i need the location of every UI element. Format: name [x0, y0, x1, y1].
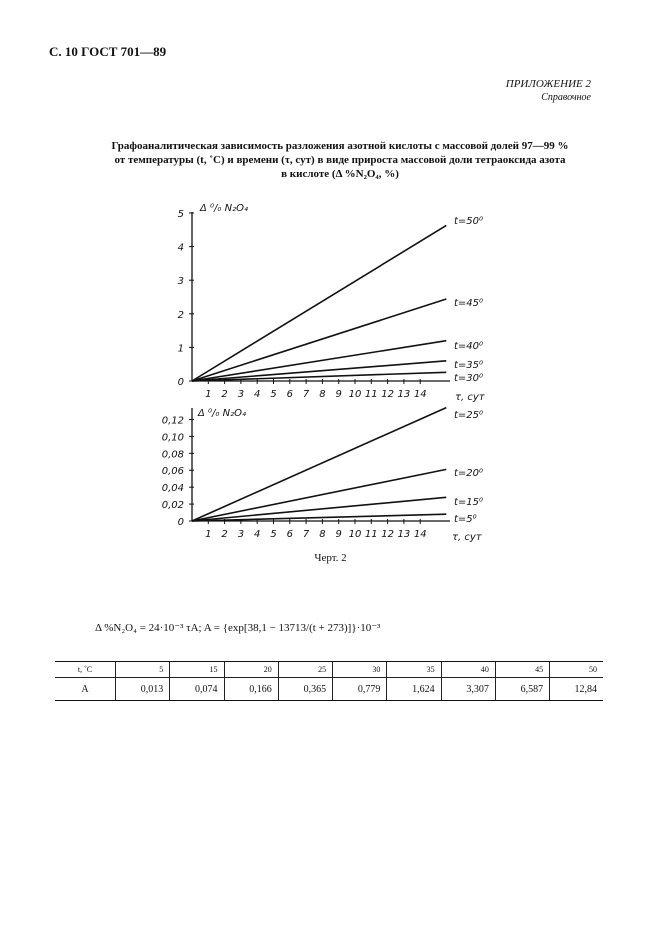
y-axis-label: Δ ⁰/₀ N₂O₄: [200, 203, 248, 214]
y-tick-label: 0,12: [161, 415, 184, 427]
table-value-cell: 12,84: [550, 678, 603, 701]
title-line-2: от температуры (t, ˚С) и времени (τ, сут) в виде прироста массовой доли тетраоксида азота: [114, 154, 566, 166]
y-tick-label: 3: [177, 276, 184, 288]
y-tick-label: 4: [177, 242, 184, 254]
x-tick-label: 3: [237, 529, 245, 540]
table-temp-cell: 15: [170, 662, 224, 678]
series-line: [192, 469, 446, 521]
table-temp-cell: 40: [441, 662, 495, 678]
series-label: t=40⁰: [454, 341, 484, 352]
y-tick-label: 2: [177, 309, 184, 321]
x-tick-label: 13: [397, 529, 411, 540]
y-tick-label: 0: [177, 517, 184, 528]
table-value-cell: 0,779: [333, 678, 387, 701]
figure-caption: Черт. 2: [314, 552, 347, 564]
table-temp-cell: 20: [224, 662, 278, 678]
y-tick-label: 5: [177, 209, 184, 220]
x-tick-label: 14: [413, 529, 427, 540]
x-tick-label: 3: [237, 389, 245, 400]
x-tick-label: 2: [221, 529, 228, 540]
table-value-row: [55, 678, 603, 701]
table-value-cell: 3,307: [441, 678, 495, 701]
title-line-1: Графоаналитическая зависимость разложения азотной кислоты с массовой долей 97—99 %: [111, 140, 569, 152]
x-tick-label: 10: [348, 389, 362, 400]
x-tick-label: 1: [205, 529, 212, 540]
title-line-3: в кислоте (Δ %N₂O₄, %): [281, 168, 399, 180]
y-tick-label: 1: [177, 343, 184, 355]
x-tick-label: 8: [319, 529, 326, 540]
page-header: С. 10 ГОСТ 701—89: [49, 44, 167, 59]
x-axis-label: τ, сут: [452, 532, 482, 543]
table-row-label: A: [55, 678, 116, 701]
table-value-cell: 1,624: [387, 678, 441, 701]
y-tick-label: 0: [177, 377, 184, 388]
x-axis-label: τ, сут: [455, 392, 485, 403]
coefficient-table: [55, 661, 603, 701]
formula: Δ %N₂O₄ = 24·10⁻³ τA; A = {exp[38,1 − 13713/(t + 273)]}·10⁻³: [95, 622, 381, 634]
series-label: t=25⁰: [454, 410, 484, 421]
series-label: t=5⁰: [454, 514, 477, 525]
x-tick-label: 5: [270, 389, 277, 400]
table-temp-cell: 25: [278, 662, 332, 678]
series-label: t=50⁰: [454, 216, 484, 227]
table-value-cell: 0,166: [224, 678, 278, 701]
series-label: t=15⁰: [454, 497, 484, 508]
table-temp-cell: 30: [333, 662, 387, 678]
x-tick-label: 6: [286, 529, 293, 540]
x-tick-label: 14: [413, 389, 427, 400]
series-line: [192, 372, 446, 381]
x-tick-label: 7: [302, 529, 310, 540]
table-value-cell: 0,013: [116, 678, 170, 701]
y-tick-label: 0,06: [161, 466, 184, 478]
x-tick-label: 4: [254, 389, 261, 400]
x-tick-label: 7: [302, 389, 310, 400]
series-label: t=35⁰: [454, 360, 484, 371]
y-tick-label: 0,02: [161, 500, 184, 512]
appendix-title: ПРИЛОЖЕНИЕ 2: [505, 78, 591, 90]
table-header-label: t, ˚С: [55, 662, 116, 678]
table-temp-cell: 50: [550, 662, 603, 678]
x-tick-label: 12: [381, 389, 394, 400]
series-line: [192, 225, 446, 381]
series-line: [192, 361, 446, 381]
x-tick-label: 1: [205, 389, 212, 400]
x-tick-label: 11: [364, 529, 378, 540]
x-tick-label: 8: [319, 389, 326, 400]
x-tick-label: 9: [335, 529, 342, 540]
table-value-cell: 0,074: [170, 678, 224, 701]
x-tick-label: 6: [286, 389, 293, 400]
series-label: t=30⁰: [454, 373, 484, 384]
appendix-subtitle: Справочное: [541, 92, 591, 103]
x-tick-label: 9: [335, 389, 342, 400]
table-temp-cell: 5: [116, 662, 170, 678]
x-tick-label: 13: [397, 389, 411, 400]
x-tick-label: 5: [270, 529, 277, 540]
table-value-cell: 0,365: [278, 678, 332, 701]
y-tick-label: 0,10: [161, 432, 184, 444]
y-axis-label: Δ ⁰/₀ N₂O₄: [198, 408, 246, 419]
series-line: [192, 299, 446, 381]
table-temp-cell: 45: [495, 662, 549, 678]
x-tick-label: 11: [364, 389, 378, 400]
table-value-cell: 6,587: [495, 678, 549, 701]
series-line: [192, 341, 446, 381]
series-label: t=20⁰: [454, 468, 484, 479]
y-tick-label: 0,04: [161, 483, 184, 495]
x-tick-label: 2: [221, 389, 228, 400]
table-temp-cell: 35: [387, 662, 441, 678]
series-line: [192, 408, 446, 521]
x-tick-label: 12: [381, 529, 394, 540]
y-tick-label: 0,08: [161, 449, 184, 461]
series-label: t=45⁰: [454, 298, 484, 309]
x-tick-label: 4: [254, 529, 261, 540]
table-header-row: [55, 662, 603, 678]
x-tick-label: 10: [348, 529, 362, 540]
